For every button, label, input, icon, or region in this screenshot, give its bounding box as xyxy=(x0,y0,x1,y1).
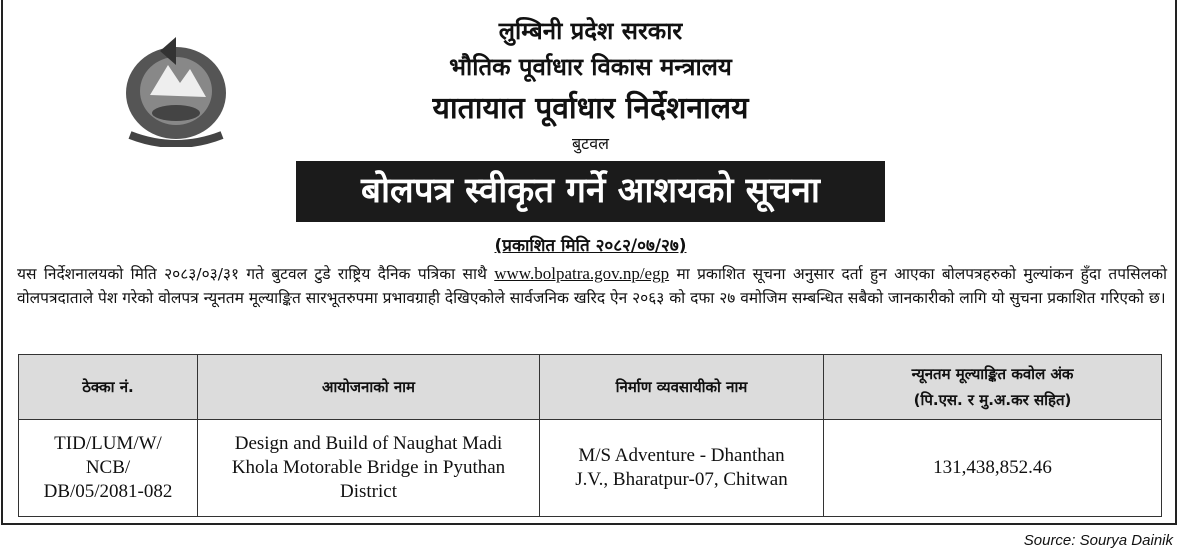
contract-no-cell xyxy=(19,420,198,517)
header-project-name: आयोजनाको नाम xyxy=(198,355,540,420)
contract-no-part: DB/05/2081-082 xyxy=(43,481,173,502)
header-contract-no: ठेक्का नं. xyxy=(19,355,198,420)
header-bid-amount xyxy=(824,355,1162,420)
directorate-name: यातायात पूर्वाधार निर्देशनालय xyxy=(432,91,749,126)
header-bid-amount-line2: (पि.एस. र मु.अ.कर सहित) xyxy=(913,391,1072,409)
contract-no-part: NCB/ xyxy=(85,457,131,478)
body-text-2: मा प्रकाशित सूचना अनुसार दर्ता हुन आएका बोलपत्रहरुको मुल्यांकन हुँदा तपसिलको वोलपत्रदाताले पेश गरेको वोलपत्र न्यूनतम मूल्याङ्कित सारभूतरुपमा प्रभावग्राही देखिएकोले सार्वजनिक खरिद ऐन २०६३ को दफा २७ वमोजिम सम्बन्धित सबैको जानकारीको लागि यो सुचना प्रकाशित गरिएको छ। xyxy=(17,265,1167,307)
project-name-cell: Design and Build of Naughat Madi Khola Motorable Bridge in Pyuthan District xyxy=(198,420,540,517)
body-text-1: यस निर्देशनालयको मिति २०८३/०३/३१ गते बुटवल टुडे राष्ट्रिय दैनिक पत्रिका साथै xyxy=(17,265,495,283)
city-name: बुटवल xyxy=(572,134,609,153)
header-bid-amount-line1: न्यूनतम मूल्याङ्कित कवोल अंक xyxy=(911,365,1074,383)
table-row xyxy=(19,420,1162,517)
bolpatra-link[interactable]: www.bolpatra.gov.np/egp xyxy=(494,264,670,283)
header-contractor-name: निर्माण व्यवसायीको नाम xyxy=(540,355,824,420)
bid-table xyxy=(18,354,1162,517)
ministry-name: भौतिक पूर्वाधार विकास मन्त्रालय xyxy=(449,53,732,81)
notice-title: बोलपत्र स्वीकृत गर्ने आशयको सूचना xyxy=(296,161,885,222)
notice-body xyxy=(17,262,1167,310)
table-header-row xyxy=(19,355,1162,420)
amount-cell: 131,438,852.46 xyxy=(824,420,1162,517)
contract-no-part: TID/LUM/W/ xyxy=(54,433,162,454)
source-credit: Source: Sourya Dainik xyxy=(1023,532,1173,549)
published-date: (प्रकाशित मिति २०८२/०७/२७) xyxy=(494,236,687,256)
contractor-cell: M/S Adventure - Dhanthan J.V., Bharatpur-07, Chitwan xyxy=(540,420,824,517)
province-name: लुम्बिनी प्रदेश सरकार xyxy=(498,17,683,45)
